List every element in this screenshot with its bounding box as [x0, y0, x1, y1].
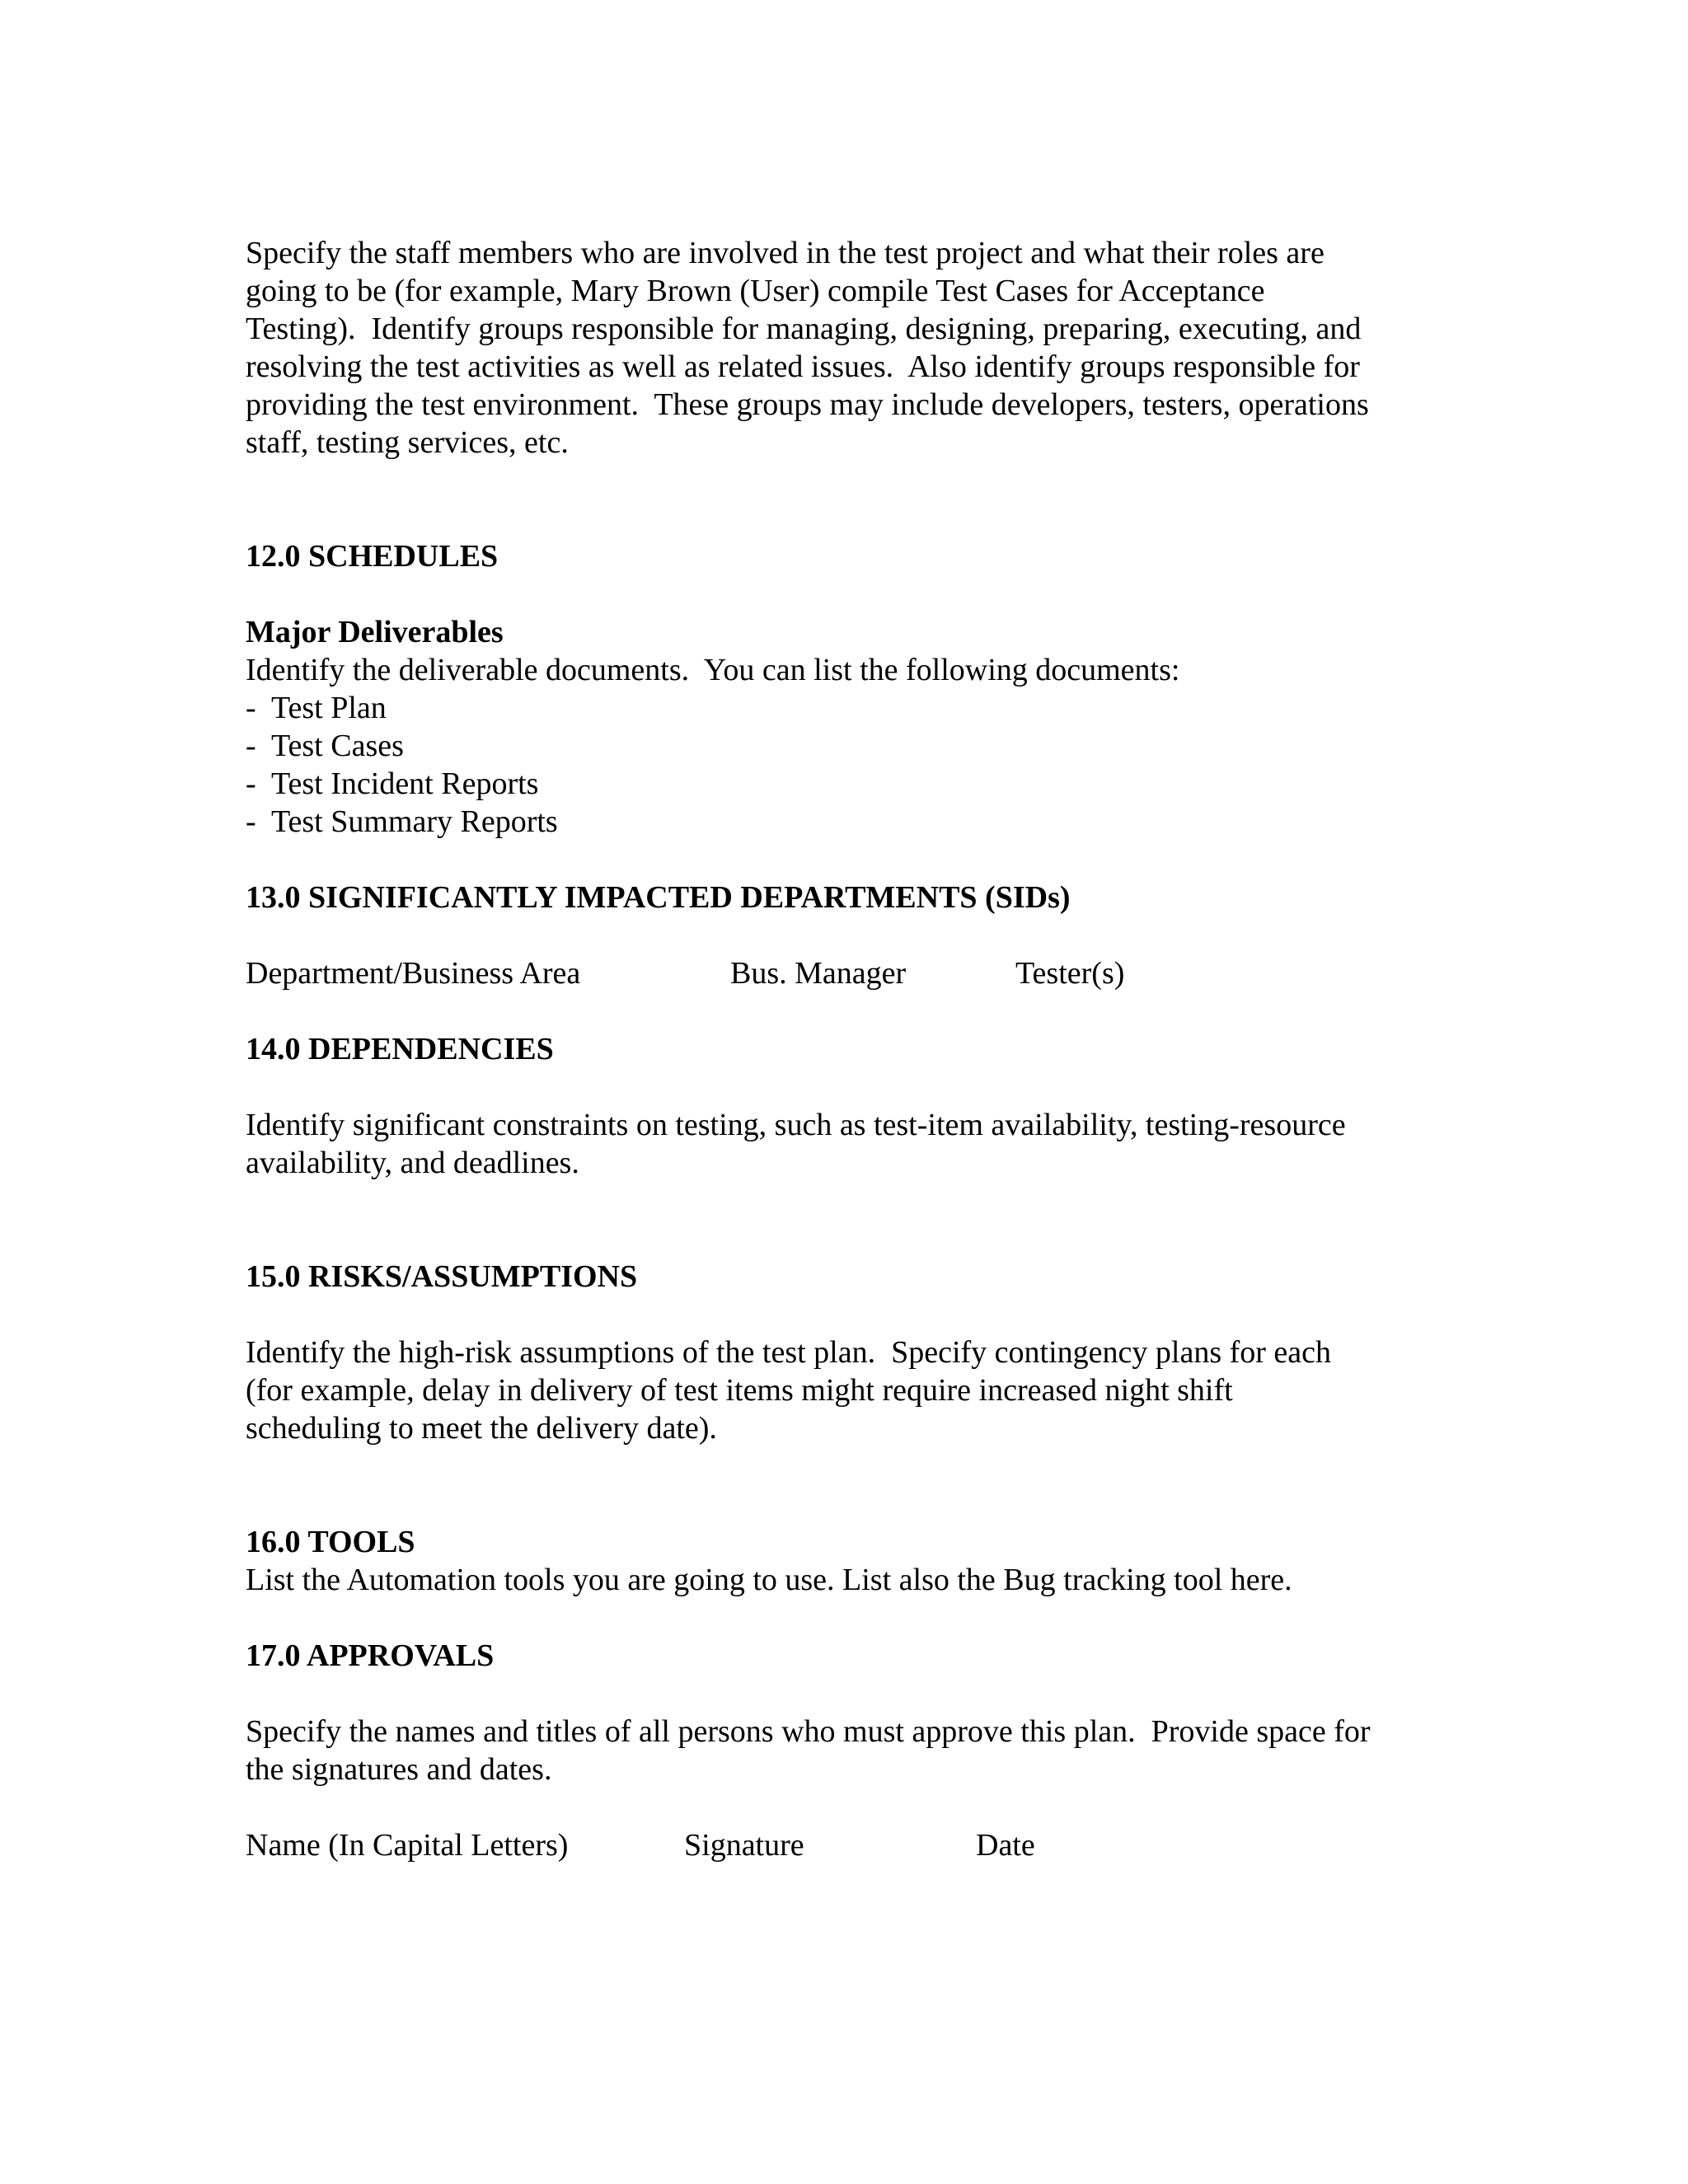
deliverables-intro: Identify the deliverable documents. You can list the following documents:	[246, 653, 1180, 687]
intro-line: resolving the test activities as well as related issues. Also identify groups responsible for	[246, 349, 1360, 384]
subheading-major-deliverables: Major Deliverables	[246, 615, 504, 649]
intro-paragraph	[246, 234, 1449, 462]
dependencies-paragraph	[246, 1106, 1449, 1182]
approvals-line: the signatures and dates.	[246, 1752, 552, 1787]
document-page	[246, 234, 1449, 1864]
intro-line: Testing). Identify groups responsible for managing, designing, preparing, executing, and	[246, 312, 1362, 346]
section-heading-schedules: 12.0 SCHEDULES	[246, 539, 499, 574]
column-testers: Tester(s)	[1015, 956, 1125, 991]
dependencies-line: availability, and deadlines.	[246, 1146, 579, 1180]
list-item: - Test Cases	[246, 729, 404, 763]
risks-line: scheduling to meet the delivery date).	[246, 1411, 717, 1446]
section-heading-risks: 15.0 RISKS/ASSUMPTIONS	[246, 1259, 638, 1294]
section-heading-sids: 13.0 SIGNIFICANTLY IMPACTED DEPARTMENTS (SIDs)	[246, 880, 1071, 915]
section-heading-dependencies: 14.0 DEPENDENCIES	[246, 1032, 554, 1066]
risks-paragraph	[246, 1333, 1449, 1447]
column-date: Date	[976, 1828, 1035, 1863]
risks-line: (for example, delay in delivery of test items might require increased night shift	[246, 1373, 1233, 1408]
list-item: - Test Summary Reports	[246, 804, 558, 839]
approvals-paragraph	[246, 1713, 1449, 1788]
dependencies-line: Identify significant constraints on testing, such as test-item availability, testing-resource	[246, 1108, 1346, 1142]
risks-line: Identify the high-risk assumptions of the test plan. Specify contingency plans for each	[246, 1335, 1332, 1370]
approvals-line: Specify the names and titles of all persons who must approve this plan. Provide space for	[246, 1714, 1371, 1749]
tools-text: List the Automation tools you are going to use. List also the Bug tracking tool here.	[246, 1563, 1292, 1597]
intro-line: going to be (for example, Mary Brown (User) compile Test Cases for Acceptance	[246, 274, 1265, 308]
intro-line: staff, testing services, etc.	[246, 425, 569, 460]
list-item: - Test Plan	[246, 691, 387, 725]
approvals-column-headers	[246, 1826, 1449, 1864]
section-heading-approvals: 17.0 APPROVALS	[246, 1638, 495, 1673]
column-name: Name (In Capital Letters)	[246, 1828, 569, 1863]
sids-column-headers	[246, 954, 1449, 992]
column-department: Department/Business Area	[246, 956, 581, 991]
column-bus-manager: Bus. Manager	[730, 956, 907, 991]
list-item: - Test Incident Reports	[246, 766, 539, 801]
section-heading-tools: 16.0 TOOLS	[246, 1525, 415, 1559]
intro-line: providing the test environment. These groups may include developers, testers, operations	[246, 387, 1369, 422]
deliverables-list	[246, 689, 1449, 841]
column-signature: Signature	[684, 1828, 804, 1863]
intro-line: Specify the staff members who are involved in the test project and what their roles are	[246, 236, 1325, 270]
